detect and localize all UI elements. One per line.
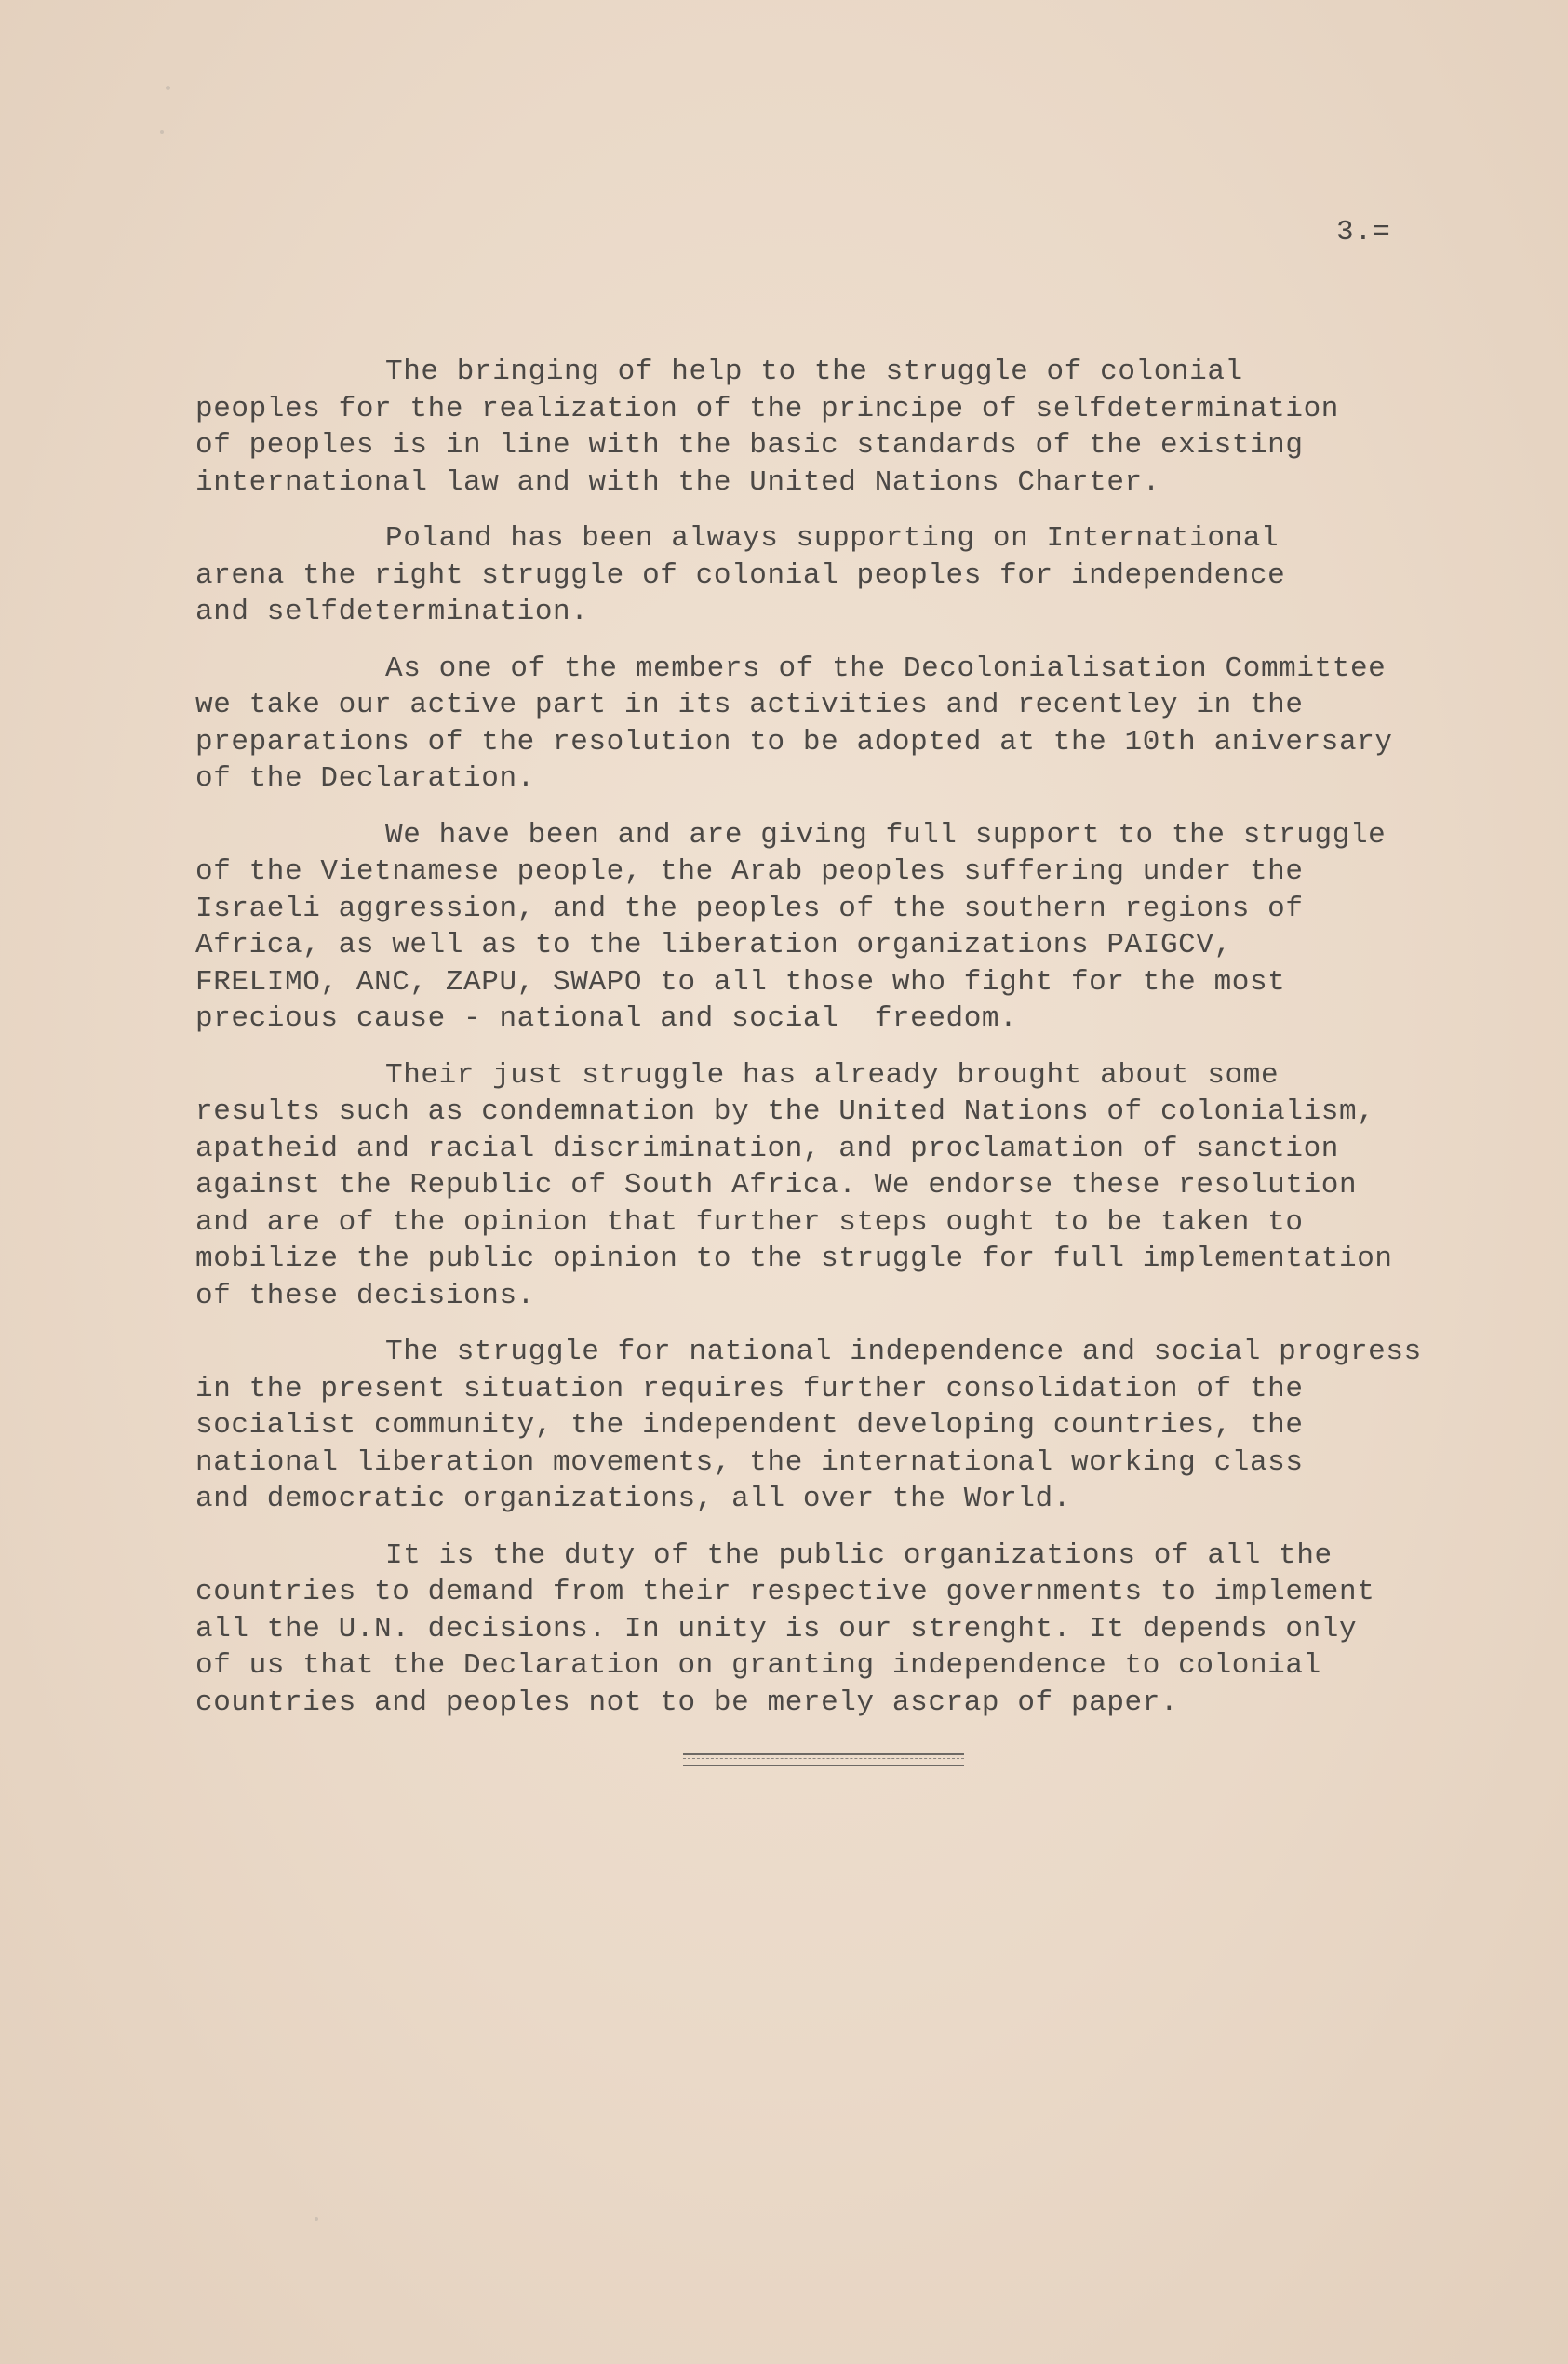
text-line: in the present situation requires further consolidation of the (195, 1372, 1304, 1405)
text-line: It is the duty of the public organizations of all the (385, 1538, 1333, 1572)
text-line: apatheid and racial discrimination, and proclamation of sanction (195, 1132, 1339, 1165)
end-separator-rule (683, 1753, 964, 1766)
text-line: peoples for the realization of the principe of selfdetermination (195, 392, 1339, 425)
text-line: precious cause - national and social freedom. (195, 1002, 1018, 1035)
text-line: national liberation movements, the international working class (195, 1445, 1304, 1479)
text-line: socialist community, the independent developing countries, the (195, 1409, 1304, 1442)
paragraph-results (195, 1057, 1498, 1315)
text-line: and are of the opinion that further steps ought to be taken to (195, 1205, 1304, 1239)
text-line: against the Republic of South Africa. We endorse these resolution (195, 1169, 1358, 1202)
text-line: and democratic organizations, all over the World. (195, 1483, 1071, 1515)
letter-body (195, 354, 1498, 1740)
text-line: Their just struggle has already brought about some (385, 1058, 1280, 1092)
text-line: of the Declaration. (195, 762, 535, 795)
text-line: preparations of the resolution to be adopted at the 10th aniversary (195, 725, 1393, 759)
text-line: we take our active part in its activities and recentley in the (195, 689, 1304, 721)
paragraph-poland-support (195, 520, 1498, 631)
paper-blemish (166, 86, 170, 90)
text-line: The struggle for national independence and social progress (385, 1336, 1422, 1368)
text-line: Africa, as well as to the liberation organizations PAIGCV, (195, 929, 1232, 961)
text-line: We have been and are giving full support to the struggle (385, 818, 1387, 852)
text-line: all the U.N. decisions. In unity is our strenght. It depends only (195, 1612, 1358, 1645)
text-line: As one of the members of the Decolonialisation Committee (385, 651, 1387, 685)
paragraph-duty (195, 1538, 1498, 1722)
text-line: of us that the Declaration on granting independence to colonial (195, 1649, 1321, 1682)
paragraph-self-determination (195, 354, 1498, 501)
text-line: international law and with the United Nations Charter. (195, 465, 1160, 499)
paragraph-consolidation (195, 1334, 1498, 1518)
paper-blemish (160, 130, 164, 134)
text-line: of these decisions. (195, 1279, 535, 1312)
text-line: of peoples is in line with the basic standards of the existing (195, 429, 1304, 462)
paragraph-decolonialisation-committee (195, 651, 1498, 798)
text-line: of the Vietnamese people, the Arab peoples suffering under the (195, 855, 1304, 888)
text-line: Israeli aggression, and the peoples of the southern regions of (195, 892, 1304, 925)
text-line: The bringing of help to the struggle of colonial (385, 356, 1243, 388)
paper-blemish (315, 2217, 318, 2221)
paragraph-full-support (195, 817, 1498, 1038)
text-line: mobilize the public opinion to the struggle for full implementation (195, 1242, 1393, 1275)
page-number: 3.= (1336, 216, 1391, 248)
text-line: countries and peoples not to be merely ascrap of paper. (195, 1686, 1179, 1719)
text-line: Poland has been always supporting on International (385, 522, 1280, 555)
text-line: FRELIMO, ANC, ZAPU, SWAPO to all those who fight for the most (195, 965, 1286, 999)
text-line: countries to demand from their respective governments to implement (195, 1576, 1375, 1608)
text-line: results such as condemnation by the United Nations of colonialism, (195, 1095, 1375, 1128)
text-line: arena the right struggle of colonial peoples for independence (195, 558, 1286, 592)
text-line: and selfdetermination. (195, 596, 589, 628)
